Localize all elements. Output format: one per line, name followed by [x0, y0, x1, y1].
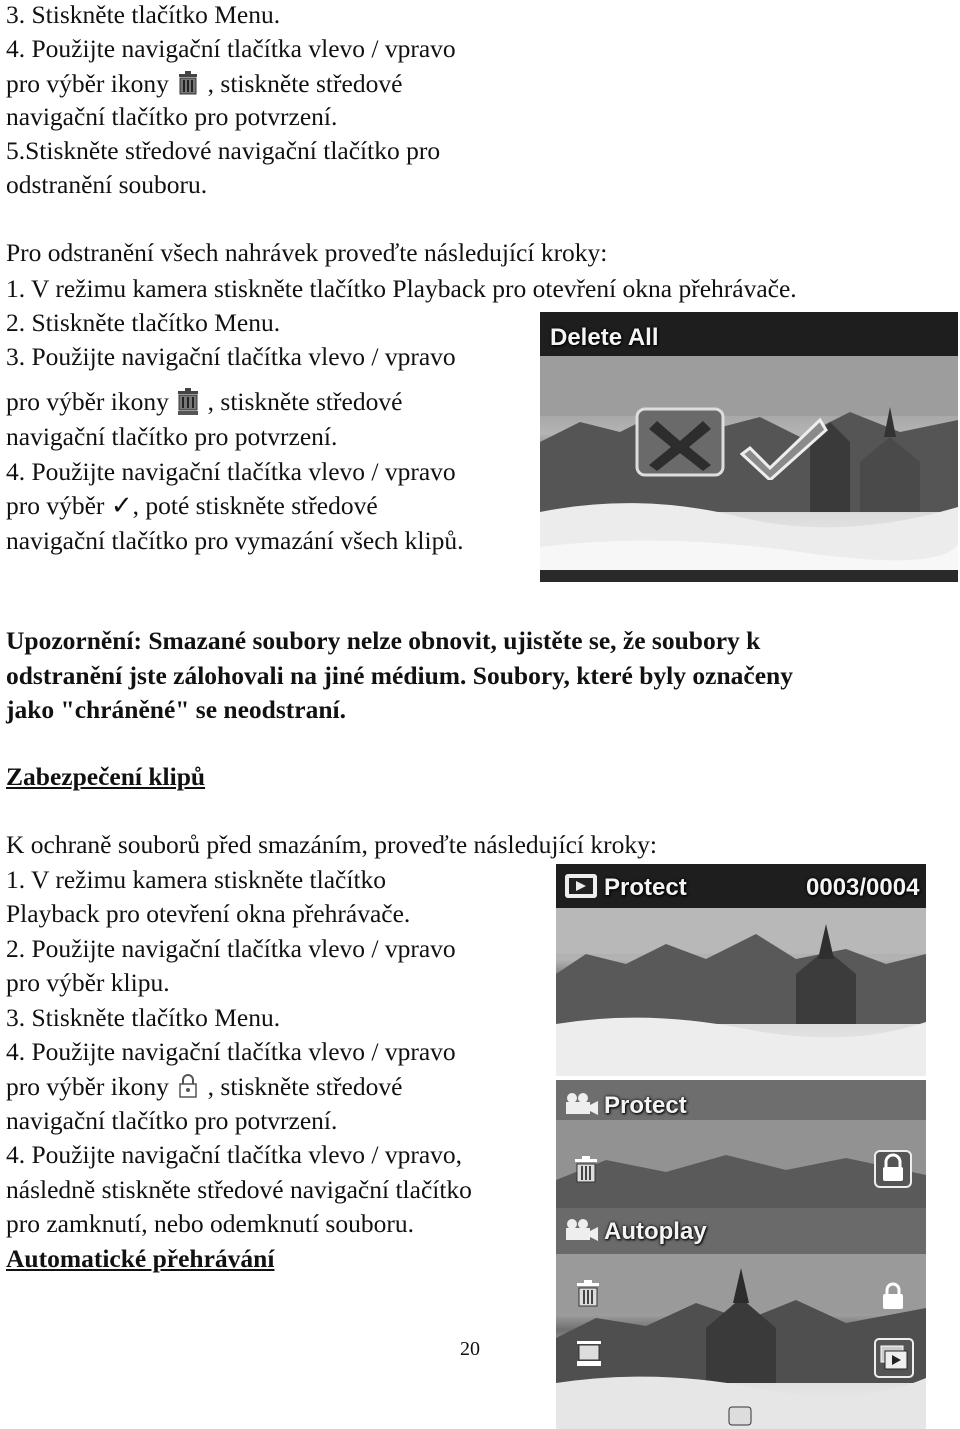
step-text: pro výběr ikony [6, 387, 169, 416]
step-text: pro výběr ikony [6, 1072, 169, 1101]
step-4-select-icon [6, 68, 402, 99]
video-camera-icon [564, 1218, 600, 1242]
trash-icon [572, 1154, 600, 1186]
protect-step-1b: Playback pro otevření okna přehrávače. [6, 899, 411, 928]
step-text: , stiskněte středové [207, 1072, 403, 1101]
step-4-nav: 4. Použijte navigační tlačítka vlevo / vpravo [6, 34, 456, 63]
lock-icon [175, 1071, 201, 1101]
delete-all-step-4c: navigační tlačítko pro vymazání všech klipů. [6, 526, 464, 555]
delete-all-step-2: 2. Stiskněte tlačítko Menu. [6, 308, 281, 337]
protect-step-5c: pro zamknutí, nebo odemknutí souboru. [6, 1209, 414, 1238]
step-text: , poté stiskněte středové [132, 491, 378, 520]
screen-title: Protect [604, 874, 687, 901]
trash-all-icon [175, 386, 201, 416]
section-heading-protect: Zabezpečení klipů [6, 762, 206, 791]
protect-step-4c: navigační tlačítko pro potvrzení. [6, 1106, 338, 1135]
delete-all-step-3c: navigační tlačítko pro potvrzení. [6, 422, 338, 451]
step-4-confirm: navigační tlačítko pro potvrzení. [6, 102, 338, 131]
delete-all-step-3b [6, 386, 402, 417]
dpof-icon [728, 1406, 752, 1426]
delete-all-step-1: 1. V režimu kamera stiskněte tlačítko Playback pro otevření okna přehrávače. [6, 274, 797, 303]
autoplay-screen [556, 1208, 926, 1429]
step-text: pro výběr [6, 491, 105, 520]
video-camera-icon [564, 1092, 600, 1116]
step-text: , stiskněte středové [207, 387, 403, 416]
playback-icon [564, 873, 598, 899]
trash-icon [175, 68, 201, 98]
warning-line-3: jako "chráněné" se neodstraní. [6, 695, 346, 724]
file-counter: 0003/0004 [806, 874, 920, 901]
cancel-x-icon [635, 407, 725, 477]
step-3-menu: 3. Stiskněte tlačítko Menu. [6, 0, 281, 29]
trash-icon [574, 1278, 602, 1310]
protect-step-3: 3. Stiskněte tlačítko Menu. [6, 1003, 281, 1032]
trash-all-icon [574, 1338, 604, 1368]
delete-all-intro: Pro odstranění všech nahrávek proveďte následující kroky: [6, 238, 608, 267]
protect-step-4a: 4. Použijte navigační tlačítka vlevo / vpravo [6, 1037, 456, 1066]
delete-all-step-3a: 3. Použijte navigační tlačítka vlevo / vpravo [6, 342, 456, 371]
section-heading-autoplay: Automatické přehrávání [6, 1244, 275, 1273]
protect-step-4b [6, 1071, 402, 1102]
lock-icon [874, 1150, 912, 1188]
autoplay-icon [874, 1338, 914, 1378]
step-text: pro výběr ikony [6, 69, 169, 98]
protect-step-1a: 1. V režimu kamera stiskněte tlačítko [6, 865, 387, 894]
delete-all-screen [540, 312, 958, 582]
page-number: 20 [460, 1338, 480, 1360]
screen-title: Delete All [550, 324, 659, 351]
step-5-file: odstranění souboru. [6, 170, 208, 199]
warning-line-2: odstranění jste zálohovali na jiné médium. Soubory, které byly označeny [6, 661, 793, 690]
warning-line-1: Upozornění: Smazané soubory nelze obnovit, ujistěte se, že soubory k [6, 626, 761, 655]
protect-screen-2 [556, 1080, 926, 1208]
protect-step-2b: pro výběr klipu. [6, 968, 170, 997]
lock-icon [878, 1280, 908, 1312]
delete-all-step-4a: 4. Použijte navigační tlačítka vlevo / vpravo [6, 457, 456, 486]
step-text: , stiskněte středové [207, 69, 403, 98]
step-5-delete: 5.Stiskněte středové navigační tlačítko pro [6, 136, 441, 165]
delete-all-step-4b [6, 491, 378, 521]
confirm-check-icon [740, 410, 830, 480]
check-icon: ✓ [110, 491, 133, 521]
screen-title: Protect [604, 1092, 687, 1119]
protect-intro: K ochraně souborů před smazáním, proveďte následující kroky: [6, 830, 657, 859]
screen-title: Autoplay [604, 1218, 707, 1245]
protect-step-5b: následně stiskněte středové navigační tlačítko [6, 1175, 472, 1204]
protect-step-5a: 4. Použijte navigační tlačítka vlevo / vpravo, [6, 1140, 463, 1169]
protect-step-2a: 2. Použijte navigační tlačítka vlevo / vpravo [6, 934, 456, 963]
protect-screen-1 [556, 864, 926, 1076]
